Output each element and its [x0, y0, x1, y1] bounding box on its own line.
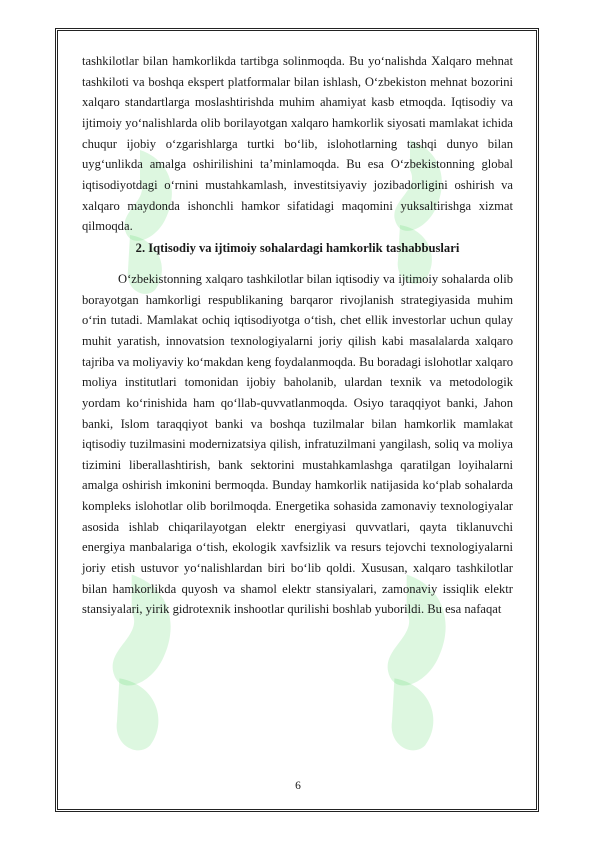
section-title: 2. Iqtisodiy va ijtimoiy sohalardagi hamkorlik tashabbuslari: [135, 240, 460, 255]
paragraph-continued: tashkilotlar bilan hamkorlikda tartibga solinmoqda. Bu yo‘nalishda Xalqaro mehnat tashkiloti va boshqa ekspert platformalar bilan ishlash, O‘zbekiston mehnat bozorini xalqaro standartlarga moslashtirishda muhim ahamiyat kasb etmoqda. Iqtisodiy va ijtimoiy yo‘nalishlarda olib borilayotgan xalqaro hamkorlik siyosati mamlakat ichida chuqur ijobiy o‘zgarishlarga turtki bo‘lib, islohotlarning tashqi dunyo bilan uyg‘unlikda amalga oshirilishini ta’minlamoqda. Bu esa O‘zbekistonning global iqtisodiyotdagi o‘rnini mustahkamlash, investitsiyaviy jozibadorligini oshirish va xalqaro maydonda ishonchli hamkor sifatidagi maqomini yuksaltirishga xizmat qilmoqda.: [82, 54, 513, 234]
page-content: [82, 51, 513, 620]
paragraph-main: O‘zbekistonning xalqaro tashkilotlar bilan iqtisodiy va ijtimoiy sohalarda olib borayotgan hamkorligi respublikaning barqaror rivojlanish strategiyasida muhim o‘rin tutadi. Mamlakat ochiq iqtisodiyotga o‘tish, chet ellik investorlar uchun qulay muhit yaratish, innovatsion texnologiyalarni joriy qilish kabi masalalarda xalqaro tajriba va moliyaviy ko‘makdan keng foydalanmoqda. Bu boradagi islohotlar xalqaro moliya institutlari tomonidan ijobiy baholanib, ulardan texnik va metodologik yordam ko‘rinishida ham qo‘llab-quvvatlanmoqda. Osiyo taraqqiyot banki, Jahon banki, Islom taraqqiyot banki va boshqa tuzilmalar bilan hamkorlik mamlakat iqtisodiy tuzilmasini modernizatsiya qilish, infratuzilmani yangilash, soliq va moliya tizimini liberallashtirish, bank sektorini mustahkamlashga qaratilgan loyihalarni amalga oshirish imkonini bermoqda. Bunday hamkorlik natijasida ko‘plab sohalarda kompleks islohotlar olib borilmoqda. Energetika sohasida zamonaviy texnologiyalar asosida ishlab chiqarilayotgan elektr energiyasi quvvatlari, qayta tiklanuvchi energiya manbalariga o‘tish, ekologik xavfsizlik va resurs tejovchi texnologiyalarni joriy etish ustuvor yo‘nalishlardan biri bo‘lib qoldi. Xususan, xalqaro tashkilotlar bilan hamkorlikda quyosh va shamol elektr stansiyalari, zamonaviy issiqlik elektr stansiyalari, yirik gidrotexnik inshootlar qurilishi boshlab yuborildi. Bu esa nafaqat: [82, 271, 513, 617]
page-number: 6: [295, 780, 301, 792]
